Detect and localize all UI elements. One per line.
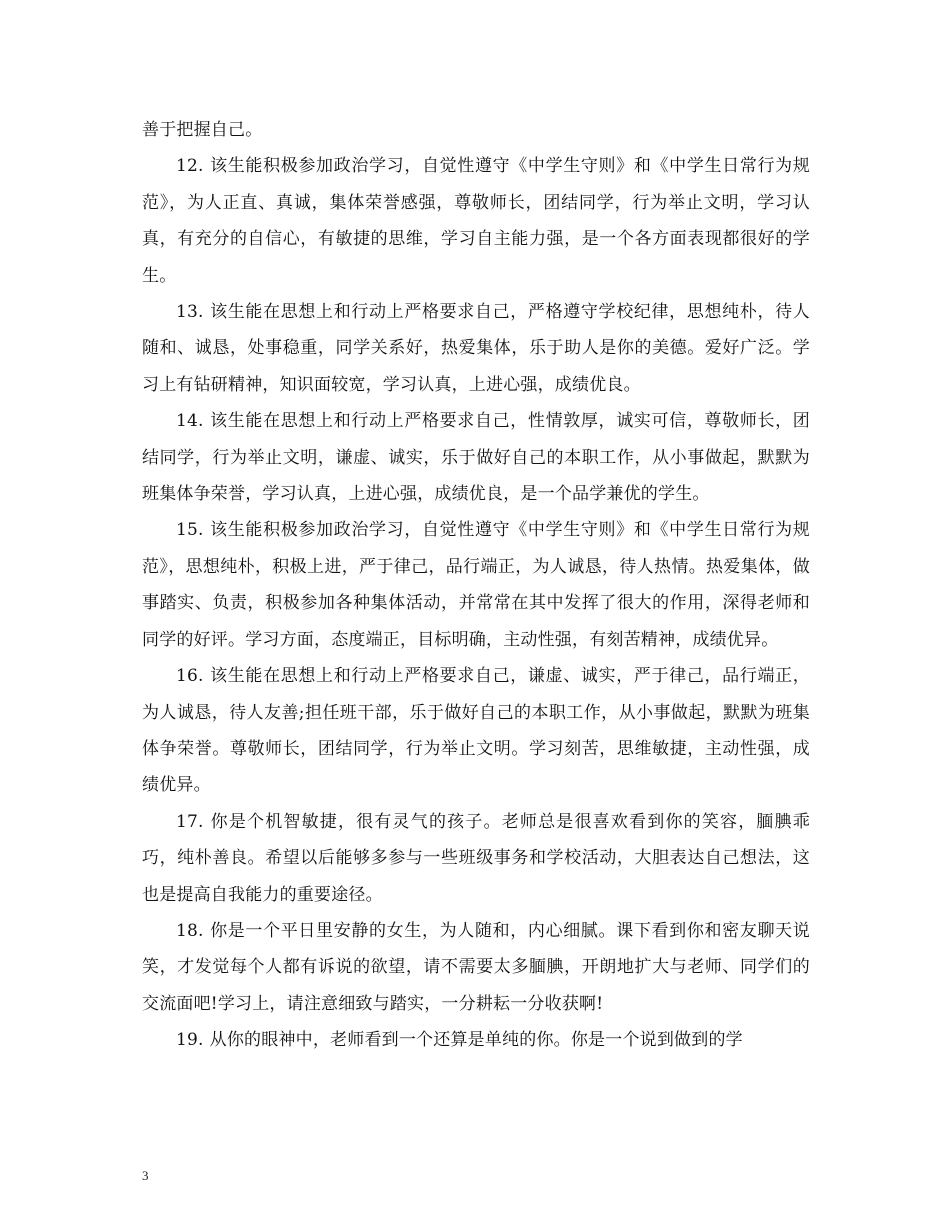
paragraph-text: 你是个机智敏捷，很有灵气的孩子。老师总是很喜欢看到你的笑容，腼腆乖巧，纯朴善良。希望以后能够多参与一些班级事务和学校活动，大胆表达自己想法，这也是提高自我能力的重要途径。 — [142, 811, 810, 905]
comment-paragraph-18 — [142, 913, 810, 1022]
paragraph-number: 19. — [176, 1030, 204, 1051]
paragraph-number: 16. — [176, 666, 204, 687]
comment-paragraph-14 — [142, 403, 810, 512]
paragraph-text: 从你的眼神中，老师看到一个还算是单纯的你。你是一个说到做到的学 — [209, 1030, 743, 1051]
comment-paragraph-12 — [142, 148, 810, 294]
paragraph-text: 该生能积极参加政治学习，自觉性遵守《中学生守则》和《中学生日常行为规范》，思想纯朴，积极上进，严于律己，品行端正，为人诚恳，待人热情。热爱集体，做事踏实、负责，积极参加各种集体活动，并常常在其中发挥了很大的作用，深得老师和同学的好评。学习方面，态度端正，目标明确，主动性强，有刻苦精神，成绩优异。 — [142, 520, 810, 650]
paragraph-number: 12. — [176, 156, 204, 177]
comment-paragraph-16 — [142, 658, 810, 804]
paragraph-text: 该生能在思想上和行动上严格要求自己，严格遵守学校纪律，思想纯朴，待人随和、诚恳，处事稳重，同学关系好，热爱集体，乐于助人是你的美德。爱好广泛。学习上有钻研精神，知识面较宽，学习认真，上进心强，成绩优良。 — [142, 302, 810, 395]
page-number: 3 — [142, 1168, 149, 1183]
paragraph-text: 该生能积极参加政治学习，自觉性遵守《中学生守则》和《中学生日常行为规范》，为人正直、真诚，集体荣誉感强，尊敬师长，团结同学，行为举止文明，学习认真，有充分的自信心，有敏捷的思维，学习自主能力强，是一个各方面表现都很好的学生。 — [142, 156, 810, 286]
paragraph-text: 该生能在思想上和行动上严格要求自己，性情敦厚，诚实可信，尊敬师长，团结同学，行为举止文明，谦虚、诚实，乐于做好自己的本职工作，从小事做起，默默为班集体争荣誉，学习认真，上进心强，成绩优良，是一个品学兼优的学生。 — [142, 411, 810, 505]
comment-paragraph-17 — [142, 804, 810, 913]
paragraph-number: 14. — [176, 411, 204, 432]
comment-paragraph-15 — [142, 512, 810, 658]
paragraph-number: 17. — [176, 811, 204, 832]
document-body — [142, 112, 810, 1059]
comment-paragraph-13 — [142, 294, 810, 403]
comment-paragraph-19 — [142, 1022, 810, 1058]
paragraph-number: 15. — [176, 520, 204, 541]
paragraph-text: 该生能在思想上和行动上严格要求自己，谦虚、诚实，严于律己，品行端正，为人诚恳，待人友善;担任班干部，乐于做好自己的本职工作，从小事做起，默默为班集体争荣誉。尊敬师长，团结同学，行为举止文明。学习刻苦，思维敏捷，主动性强，成绩优异。 — [142, 666, 810, 796]
paragraph-text: 你是一个平日里安静的女生，为人随和，内心细腻。课下看到你和密友聊天说笑，才发觉每个人都有诉说的欲望，请不需要太多腼腆，开朗地扩大与老师、同学们的交流面吧!学习上，请注意细致与踏实，一分耕耘一分收获啊! — [142, 920, 810, 1014]
paragraph-number: 13. — [176, 302, 204, 323]
paragraph-number: 18. — [176, 920, 204, 941]
paragraph-continuation: 善于把握自己。 — [142, 120, 263, 140]
